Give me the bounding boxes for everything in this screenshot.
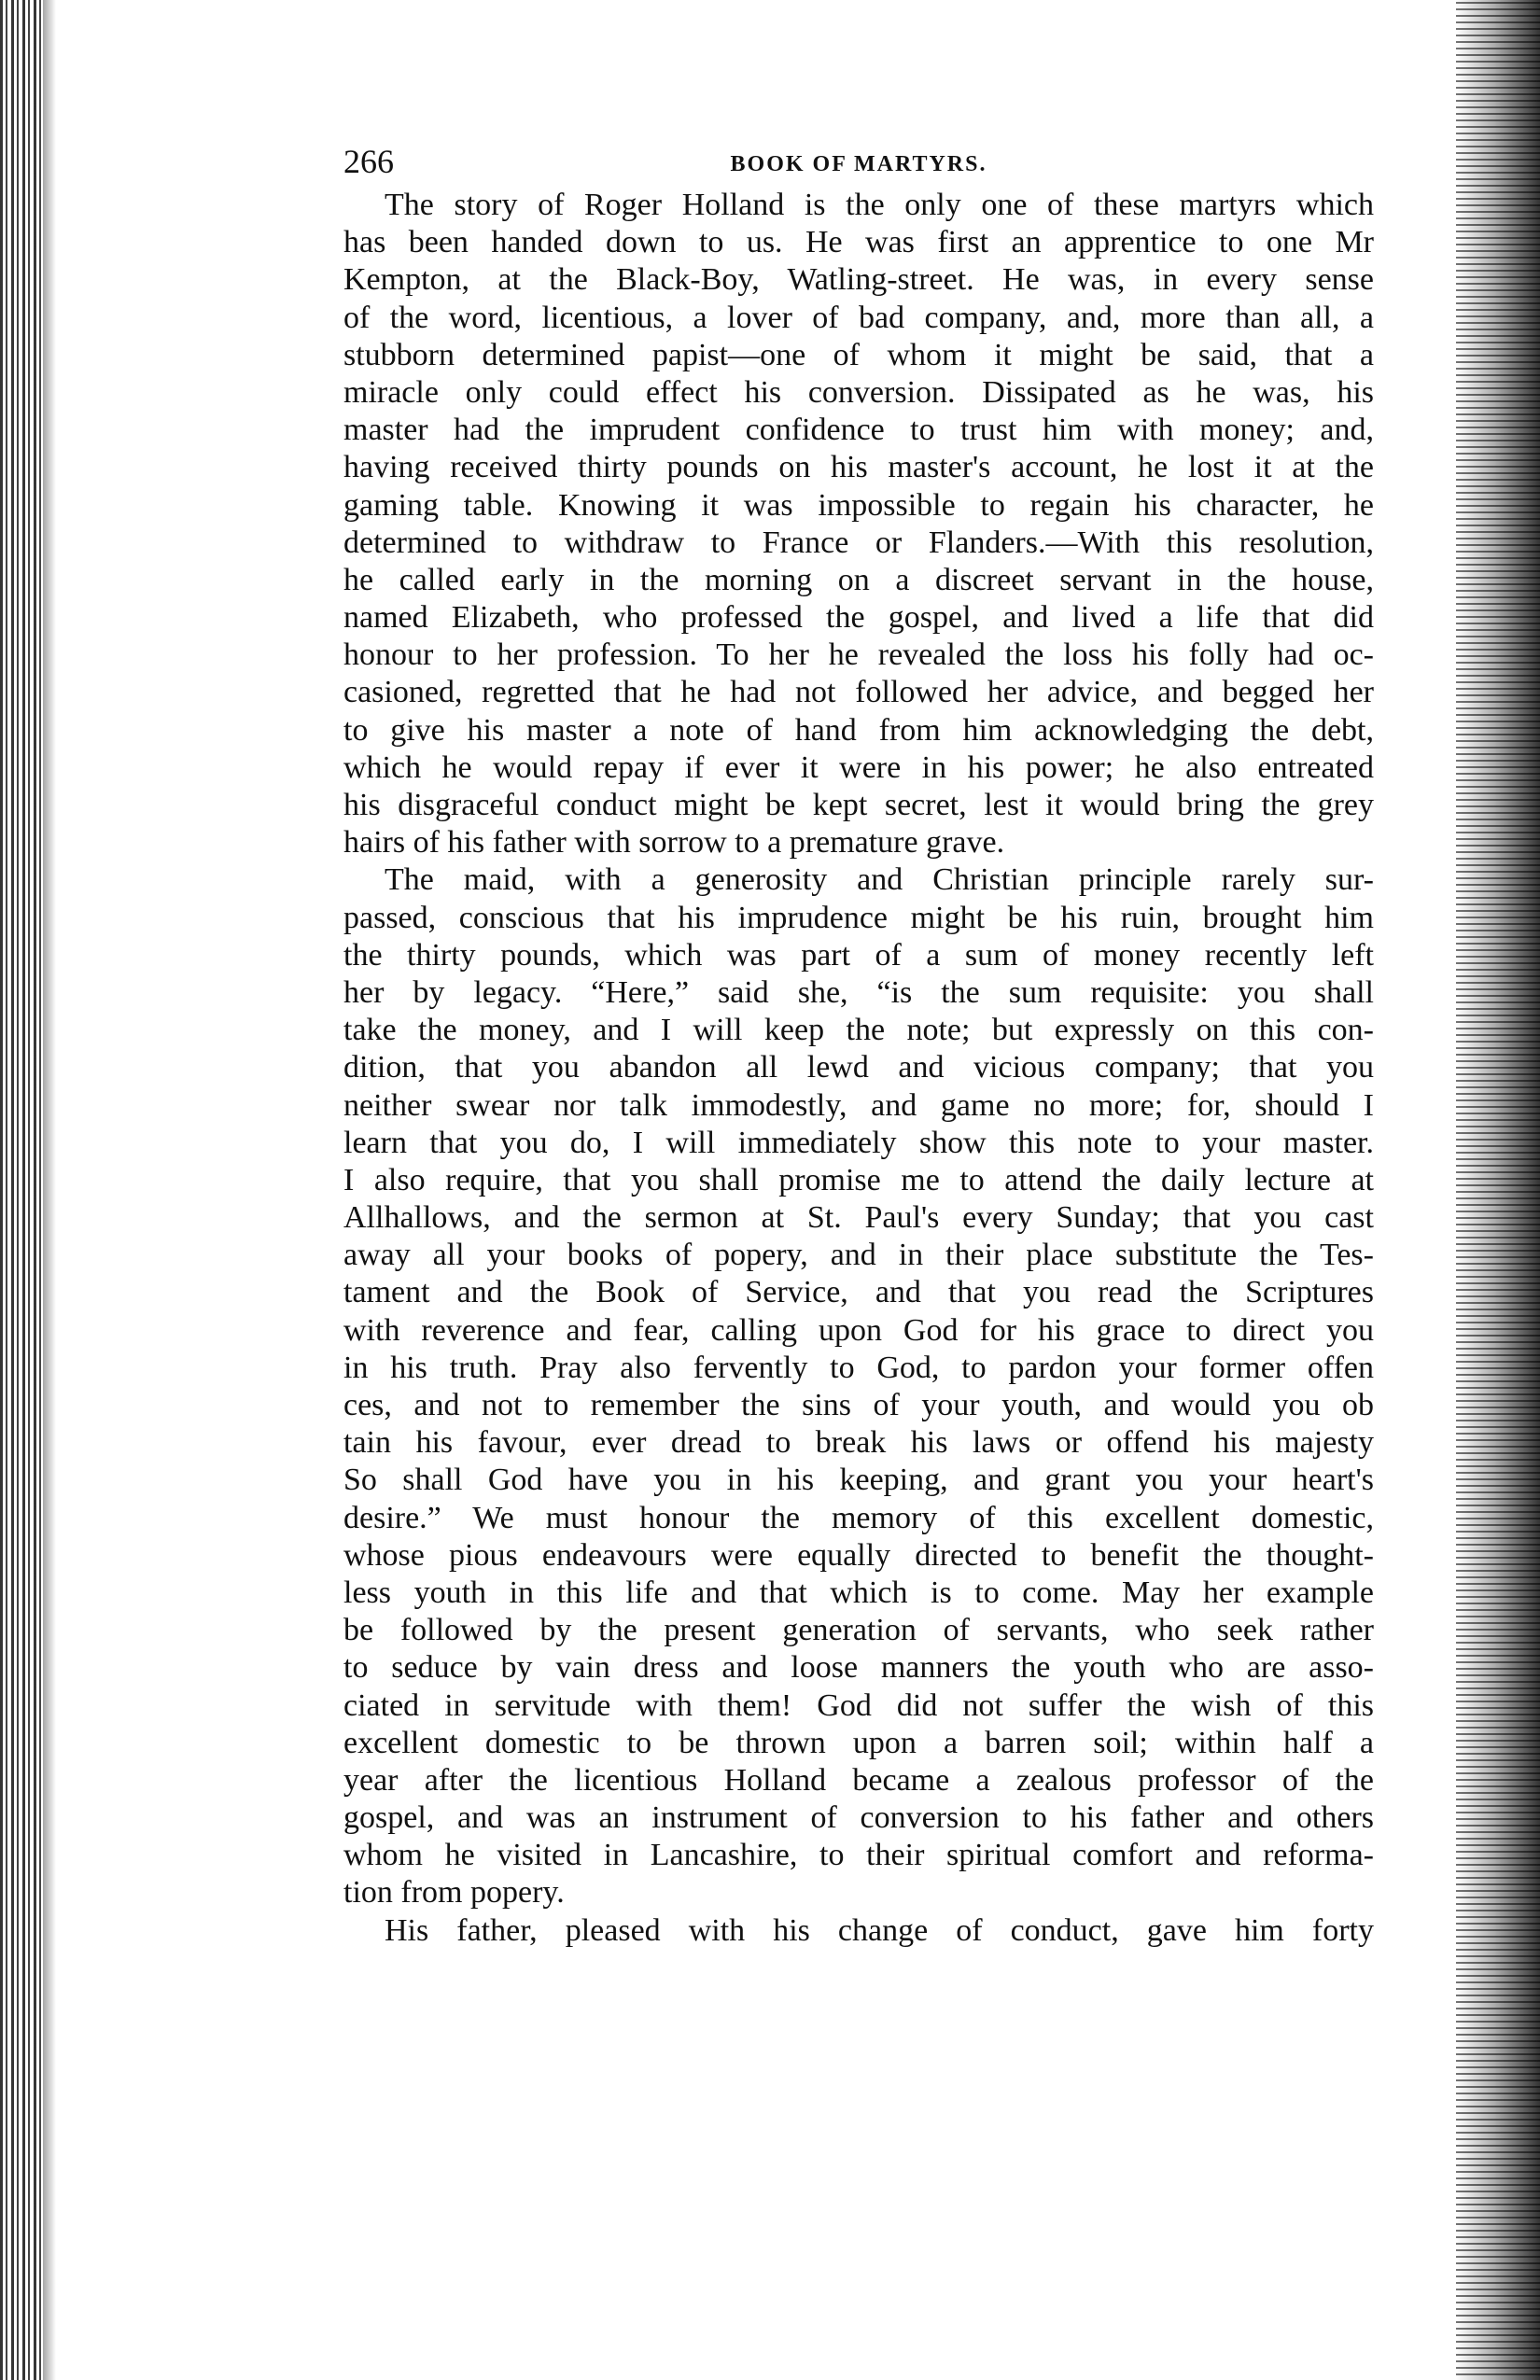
text-line: whom he visited in Lancashire, to their spiritual comfort and reforma- <box>343 1838 1374 1873</box>
text-line: be followed by the present generation of servants, who seek rather <box>343 1613 1374 1648</box>
text-line: desire.” We must honour the memory of this excellent domestic, <box>343 1500 1374 1535</box>
text-line: master had the imprudent confidence to trust him with money; and, <box>343 413 1374 448</box>
text-line: the thirty pounds, which was part of a sum of money recently left <box>343 937 1374 973</box>
text-line: ces, and not to remember the sins of your youth, and would you ob <box>343 1388 1374 1422</box>
book-page <box>343 140 1374 1950</box>
text-line: passed, conscious that his imprudence might be his ruin, brought him <box>343 900 1374 935</box>
text-line: dition, that you abandon all lewd and vicious company; that you <box>343 1050 1374 1085</box>
text-line: having received thirty pounds on his master's account, he lost it at the <box>343 450 1374 485</box>
text-line: less youth in this life and that which is to come. May her example <box>343 1575 1374 1610</box>
text-line: tament and the Book of Service, and that you read the Scriptures <box>343 1275 1374 1310</box>
text-line: in his truth. Pray also fervently to God, to pardon your former offen <box>343 1350 1374 1385</box>
text-line: his disgraceful conduct might be kept secret, lest it would bring the grey <box>343 788 1374 822</box>
text-line: ciated in servitude with them! God did not suffer the wish of this <box>343 1687 1374 1723</box>
paragraph-the-maid <box>343 861 1374 1911</box>
text-line: neither swear nor talk immodestly, and game no more; for, should I <box>343 1087 1374 1123</box>
text-line: I also require, that you shall promise me to attend the daily lecture at <box>343 1162 1374 1197</box>
text-line: which he would repay if ever it were in his power; he also entreated <box>343 749 1374 785</box>
text-line: Kempton, at the Black-Boy, Watling-street. He was, in every sense <box>343 262 1374 298</box>
text-line: away all your books of popery, and in their place substitute the Tes- <box>343 1238 1374 1273</box>
text-line: with reverence and fear, calling upon God for his grace to direct you <box>343 1312 1374 1348</box>
text-line: he called early in the morning on a discreet servant in the house, <box>343 562 1374 597</box>
text-line: to seduce by vain dress and loose manners the youth who are asso- <box>343 1650 1374 1686</box>
text-line: hairs of his father with sorrow to a premature grave. <box>343 825 1005 861</box>
paragraph-his-father <box>343 1912 1374 1950</box>
text-line: excellent domestic to be thrown upon a barren soil; within half a <box>343 1725 1374 1760</box>
text-line: His father, pleased with his change of conduct, gave him forty <box>385 1912 1374 1948</box>
text-line: determined to withdraw to France or Flanders.—With this resolution, <box>343 525 1374 560</box>
scan-edge-left <box>0 0 43 2380</box>
text-line: honour to her profession. To her he revealed the loss his folly had oc- <box>343 637 1374 673</box>
text-line: named Elizabeth, who professed the gospel, and lived a life that did <box>343 600 1374 636</box>
page-number: 266 <box>343 143 394 180</box>
text-line: of the word, licentious, a lover of bad company, and, more than all, a <box>343 300 1374 335</box>
paragraph-roger-holland <box>343 187 1374 861</box>
scan-edge-right <box>1456 0 1540 2380</box>
text-line: learn that you do, I will immediately show this note to your master. <box>343 1125 1374 1160</box>
text-line: The maid, with a generosity and Christian principle rarely sur- <box>385 862 1374 898</box>
text-line: her by legacy. “Here,” said she, “is the sum requisite: you shall <box>343 974 1374 1010</box>
text-line: So shall God have you in his keeping, and grant you your heart's <box>343 1463 1374 1498</box>
running-head <box>343 140 1374 183</box>
running-title: BOOK OF MARTYRS. <box>730 152 987 176</box>
text-line: tion from popery. <box>343 1875 565 1911</box>
scan-edge-left-shadow <box>43 0 56 2380</box>
text-line: to give his master a note of hand from him acknowledging the debt, <box>343 712 1374 748</box>
text-line: stubborn determined papist—one of whom it might be said, that a <box>343 337 1374 372</box>
text-line: take the money, and I will keep the note; but expressly on this con- <box>343 1013 1374 1048</box>
text-line: tain his favour, ever dread to break his laws or offend his majesty <box>343 1425 1374 1461</box>
text-line: Allhallows, and the sermon at St. Paul's every Sunday; that you cast <box>343 1200 1374 1236</box>
text-line: miracle only could effect his conversion. Dissipated as he was, his <box>343 374 1374 410</box>
text-line: whose pious endeavours were equally directed to benefit the thought- <box>343 1537 1374 1573</box>
text-line: gospel, and was an instrument of conversion to his father and others <box>343 1800 1374 1836</box>
text-line: has been handed down to us. He was first an apprentice to one Mr <box>343 225 1374 260</box>
text-line: gaming table. Knowing it was impossible to regain his character, he <box>343 487 1374 523</box>
text-line: casioned, regretted that he had not followed her advice, and begged her <box>343 675 1374 710</box>
text-line: year after the licentious Holland became a zealous professor of the <box>343 1762 1374 1798</box>
text-line: The story of Roger Holland is the only one of these martyrs which <box>385 188 1374 222</box>
